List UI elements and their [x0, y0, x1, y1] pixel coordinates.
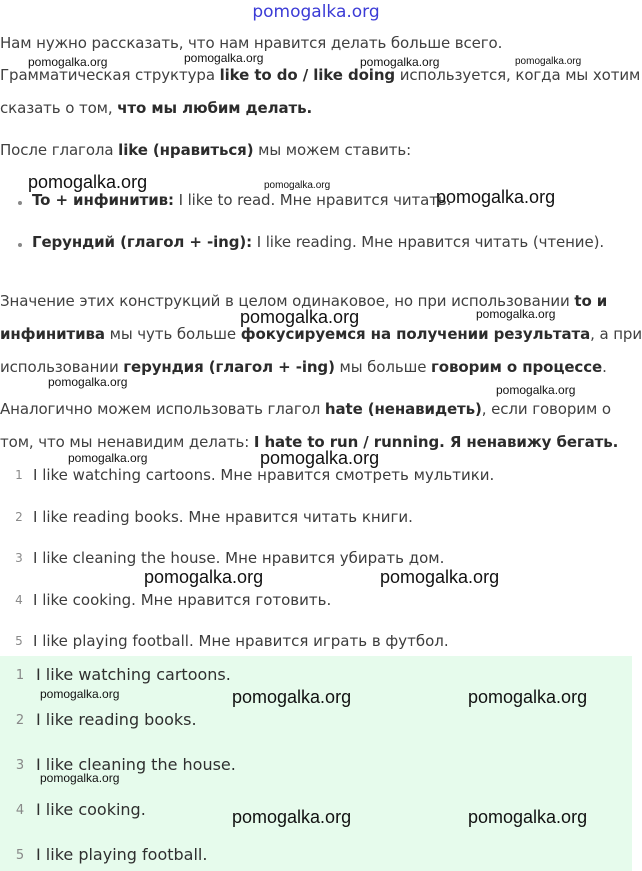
watermark: pomogalka.org: [468, 687, 588, 707]
meaning-l5-pre: том, что мы ненавидим делать:: [0, 433, 254, 451]
intro-line-2-post: используется, когда мы хотим: [395, 66, 641, 84]
bullet-bold: To + инфинитив:: [32, 191, 174, 209]
watermark: pomogalka.org: [184, 51, 264, 65]
meaning-l5-bold: I hate to run / running. Я ненавижу бегать.: [253, 433, 619, 451]
watermark: pomogalka.org: [380, 567, 500, 587]
watermark: pomogalka.org: [240, 307, 360, 327]
example-number: 2: [15, 510, 23, 524]
answer-text: I like cooking.: [36, 800, 146, 819]
watermark: pomogalka.org: [360, 55, 440, 69]
example-text: I like reading books. Мне нравится читать книги.: [33, 508, 413, 526]
watermark: pomogalka.org: [40, 771, 120, 785]
meaning-l1-bold: to и: [574, 292, 608, 310]
intro-line-1: Нам нужно рассказать, что нам нравится делать больше всего.: [0, 34, 503, 52]
example-text: I like cleaning the house. Мне нравится убирать дом.: [33, 549, 445, 567]
intro-line-2-bold: like to do / like doing: [219, 66, 396, 84]
after-verb-pre: После глагола: [0, 141, 119, 159]
after-verb-post: мы можем ставить:: [253, 141, 412, 159]
example-text: I like watching cartoons. Мне нравится смотреть мультики.: [33, 466, 495, 484]
answer-number: 3: [15, 758, 25, 773]
watermark: pomogalka.org: [496, 383, 576, 397]
bullet-item: [0, 191, 451, 209]
example-text: I like cooking. Мне нравится готовить.: [33, 591, 332, 609]
example-number: 1: [15, 468, 23, 482]
watermark: pomogalka.org: [436, 187, 556, 207]
answer-text: I like reading books.: [36, 710, 197, 729]
after-verb-line: [0, 141, 411, 159]
meaning-l1-pre: Значение этих конструкций в целом одинаковое, но при использовании: [0, 292, 575, 310]
watermark: pomogalka.org: [232, 687, 352, 707]
bullet-text: I like to read. Мне нравится читать.: [173, 191, 452, 209]
after-verb-bold: like (нравиться): [118, 141, 254, 159]
answer-number: 1: [15, 668, 25, 683]
intro-line-3-pre: сказать о том,: [0, 99, 118, 117]
meaning-l3-post: .: [602, 358, 607, 376]
intro-line-3: [0, 99, 312, 117]
watermark: pomogalka.org: [28, 172, 148, 192]
watermark: pomogalka.org: [40, 687, 120, 701]
example-text: I like playing football. Мне нравится играть в футбол.: [33, 632, 449, 650]
meaning-l4-pre: Аналогично можем использовать глагол: [0, 400, 325, 418]
meaning-l4-bold: hate (ненавидеть): [324, 400, 482, 418]
bullet-dot-icon: [18, 201, 22, 205]
meaning-l3-bold1: герундия (глагол + -ing): [123, 358, 335, 376]
answer-number: 4: [15, 803, 25, 818]
watermark: pomogalka.org: [48, 375, 128, 389]
example-number: 4: [15, 593, 23, 607]
intro-line-3-bold: что мы любим делать.: [117, 99, 313, 117]
watermark: pomogalka.org: [264, 180, 331, 191]
answer-text: I like playing football.: [36, 845, 208, 864]
watermark: pomogalka.org: [468, 807, 588, 827]
bullet-bold: Герундий (глагол + -ing):: [32, 233, 253, 251]
meaning-l2-mid: мы чуть больше: [104, 325, 241, 343]
site-title[interactable]: pomogalka.org: [252, 2, 380, 22]
meaning-l2-bold1: инфинитива: [0, 325, 105, 343]
meaning-line-3: [0, 358, 607, 376]
meaning-l2-post: , а при: [590, 325, 642, 343]
meaning-line-4: [0, 400, 611, 418]
bullet-dot-icon: [18, 243, 22, 247]
bullet-text: I like reading. Мне нравится читать (чтение).: [252, 233, 605, 251]
meaning-l3-bold2: говорим о процессе: [431, 358, 603, 376]
watermark: pomogalka.org: [260, 448, 380, 468]
watermark: pomogalka.org: [232, 807, 352, 827]
watermark: pomogalka.org: [28, 55, 108, 69]
watermark: pomogalka.org: [476, 307, 556, 321]
example-number: 3: [15, 551, 23, 565]
meaning-l3-pre: использовании: [0, 358, 124, 376]
meaning-l2-bold2: фокусируемся на получении результата: [240, 325, 591, 343]
bullet-item: [0, 233, 604, 251]
answer-text: I like watching cartoons.: [36, 665, 231, 684]
watermark: pomogalka.org: [144, 567, 264, 587]
meaning-l3-mid: мы больше: [334, 358, 432, 376]
intro-line-2-pre: Грамматическая структура: [0, 66, 220, 84]
answer-text: I like cleaning the house.: [36, 755, 236, 774]
watermark: pomogalka.org: [515, 56, 582, 67]
watermark: pomogalka.org: [68, 451, 148, 465]
answer-number: 5: [15, 848, 25, 863]
meaning-l4-post: , если говорим о: [481, 400, 611, 418]
example-number: 5: [15, 634, 23, 648]
answer-number: 2: [15, 713, 25, 728]
